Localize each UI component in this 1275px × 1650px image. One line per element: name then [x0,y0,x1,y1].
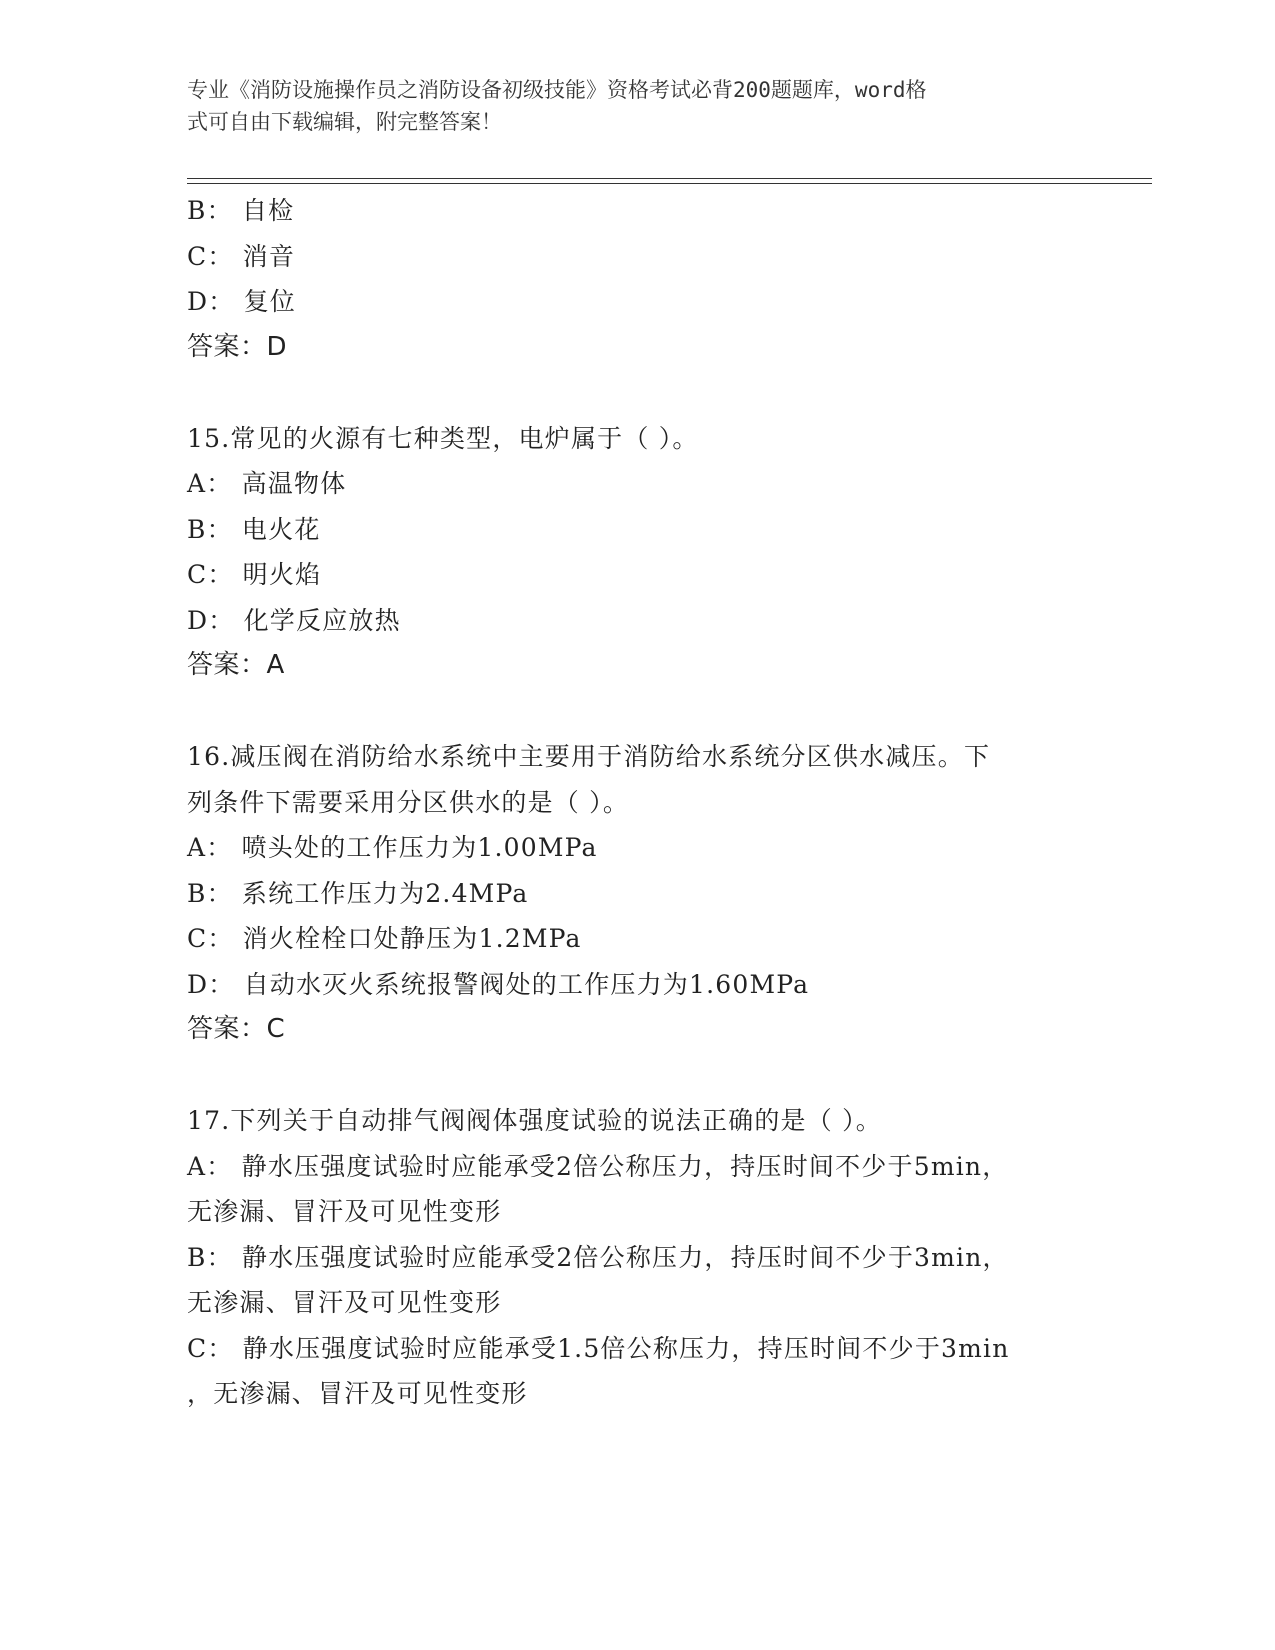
header-line-1: 专业《消防设施操作员之消防设备初级技能》资格考试必背200题题库，word格 [187,78,927,102]
option-c: C： 明火焰 [187,560,322,589]
page-header [187,74,1067,138]
answer: 答案：D [187,331,288,362]
option-c-line-1: C： 静水压强度试验时应能承受1.5倍公称压力，持压时间不少于3min [187,1333,1010,1363]
question-list [187,188,1087,1417]
question-16 [187,734,1087,1053]
option-d: D： 复位 [187,287,296,316]
option-a-line-2: 无渗漏、冒汗及可见性变形 [187,1197,502,1226]
option-c: C： 消火栓栓口处静压为1.2MPa [187,924,582,953]
option-c: C： 消音 [187,241,296,271]
option-a-line-1: A： 静水压强度试验时应能承受2倍公称压力，持压时间不少于5min， [187,1151,1009,1181]
answer: 答案：C [187,1014,286,1044]
question-text-line-2: 列条件下需要采用分区供水的是（ ）。 [187,787,630,817]
spacer [187,689,1087,735]
option-a: A： 喷头处的工作压力为1.00MPa [187,833,598,862]
option-a: A： 高温物体 [187,469,347,498]
question-17 [187,1098,1087,1417]
option-b-line-2: 无渗漏、冒汗及可见性变形 [187,1288,502,1317]
question-14 [187,188,1087,370]
spacer [187,1053,1087,1099]
header-divider [187,178,1152,184]
option-b: B： 系统工作压力为2.4MPa [187,878,529,908]
question-15 [187,416,1087,689]
header-line-2: 式可自由下载编辑，附完整答案！ [187,110,502,134]
option-b: B： 电火花 [187,514,321,544]
answer: 答案：A [187,650,285,680]
option-b-line-1: B： 静水压强度试验时应能承受2倍公称压力，持压时间不少于3min， [187,1242,1009,1272]
question-text: 15.常见的火源有七种类型，电炉属于（ ）。 [187,423,699,453]
question-text-line-1: 16.减压阀在消防给水系统中主要用于消防给水系统分区供水减压。下 [187,742,991,771]
option-d: D： 化学反应放热 [187,605,401,635]
spacer [187,370,1087,416]
question-text: 17.下列关于自动排气阀阀体强度试验的说法正确的是（ ）。 [187,1106,883,1135]
option-b: B： 自检 [187,196,295,225]
option-d: D： 自动水灭火系统报警阀处的工作压力为1.60MPa [187,969,810,999]
option-c-line-2: ，无渗漏、冒汗及可见性变形 [187,1379,528,1408]
